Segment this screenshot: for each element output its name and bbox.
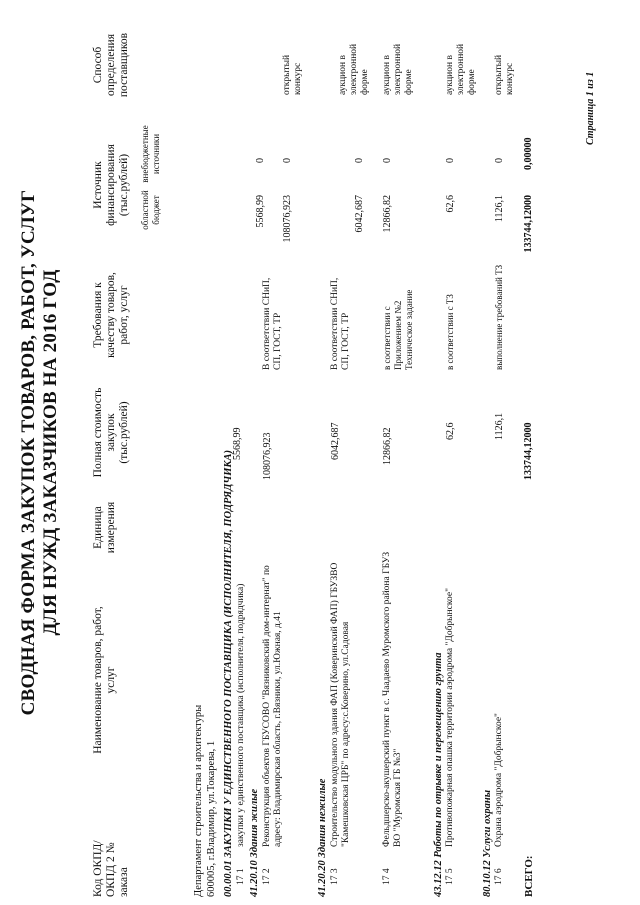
group-title: Здания нежилые [317, 778, 328, 858]
row-code: 17 5 [445, 868, 455, 885]
total-extra: 0,00000 [523, 137, 534, 170]
row-regional: 5568,99 [255, 195, 266, 228]
row-cost: 1126,1 [494, 412, 505, 440]
header-code: Код ОКПД/ ОКПД 2 № заказа [92, 840, 130, 897]
row-name: Реконструкция объектов ГБУСОВО "Вязниковский дом-интернат" по адресу: Владимирская область, г.Вязники, ул.Южная, д.41 [262, 565, 283, 847]
header-unit: Единица измерения [92, 501, 117, 554]
row-cost: 5568,99 [232, 427, 243, 460]
header-name: Наименование товаров, работ, услуг [92, 606, 117, 754]
page-footer: Страница 1 из 1 [585, 71, 596, 145]
document-title [18, 0, 62, 905]
row-cost: 108076,923 [262, 432, 273, 480]
section-title: ЗАКУПКИ У ЕДИНСТВЕННОГО ПОСТАВЩИКА (ИСПОЛНИТЕЛЯ, ПОДРЯДЧИКА) [223, 449, 234, 858]
row-name: Охрана аэродрома "Добрынское" [494, 713, 504, 847]
total-regional: 133744,12000 [523, 195, 534, 253]
section-heading [223, 427, 235, 897]
row-requirements: в соответствии с ТЗ [445, 294, 455, 370]
row-name: Строительство модульного здания ФАП (Коверинский ФАП) ГБУЗВО "Камешковская ЦРБ" по адресу:с.Коверино, ул.Садовая [330, 562, 351, 847]
header-funding-regional: областной бюджет [140, 190, 161, 230]
row-extra: 0 [445, 158, 456, 163]
row-requirements: В соответствии СНиП, СП, ГОСТ, ТР [330, 277, 351, 370]
row-code: 17 6 [494, 868, 504, 885]
row-code: 17 2 [262, 868, 272, 885]
group-heading [317, 779, 328, 897]
row-regional: 62,6 [445, 195, 456, 213]
header-funding-extra: внебюджетные источники [140, 125, 161, 183]
section-code: 00.00.01 [223, 860, 234, 897]
header-funding: Источник финансирования (тыс.рублей) [92, 144, 130, 226]
row-cost: 12866,82 [382, 427, 393, 465]
header-method: Способ определения поставщиков [92, 32, 130, 98]
row-cost: 6042,687 [330, 422, 341, 460]
row-name: Противопожарная опашка территории аэродрома "Добрынское" [445, 588, 455, 847]
row-code: 17 4 [382, 868, 392, 885]
total-label: ВСЕГО: [523, 855, 535, 897]
header-cost: Полная стоимость закупок (тыс.рублей) [92, 387, 130, 478]
row-requirements: В соответствии СНиП, СП, ГОСТ, ТР [262, 277, 283, 370]
header-requirements: Требования к качеству товаров, работ, услуг [92, 272, 130, 358]
row-regional: 12866,82 [382, 195, 393, 233]
row-extra: 0 [382, 158, 393, 163]
row-name: закупки у единственного поставщика (исполнителя, подрядчика) [236, 583, 246, 847]
row-extra: 0 [282, 158, 293, 163]
group-heading [482, 790, 493, 897]
group-title: Здания жилые [249, 788, 260, 858]
row-regional: 108076,923 [282, 195, 293, 243]
group-code: 43.12.12 [433, 860, 444, 897]
row-extra: 0 [354, 158, 365, 163]
row-extra: 0 [255, 158, 266, 163]
group-code: 80.10.12 [482, 860, 493, 897]
title-line-1: СВОДНАЯ ФОРМА ЗАКУПОК ТОВАРОВ, РАБОТ, УСЛУГ [18, 189, 39, 716]
row-regional: 6042,687 [354, 195, 365, 233]
row-requirements: в соответствии с Приложением №2 Техническое задание [382, 289, 414, 370]
row-requirements: выполнение требований ТЗ [494, 264, 504, 370]
row-name: Фельдшерско-акушерский пункт в с. Чаадаево Муромского района ГБУЗ ВО "Муромская ГБ №3" [382, 551, 403, 847]
row-method: открытый конкурс [282, 54, 303, 95]
row-method: аукцион в электронной форме [338, 43, 370, 95]
title-line-2: ДЛЯ НУЖД ЗАКАЗЧИКОВ НА 2016 ГОД [40, 269, 61, 636]
group-heading [433, 653, 444, 897]
customer-block [192, 705, 218, 897]
row-extra: 0 [494, 158, 505, 163]
group-title: Работы по отрывке и перемещению грунта [433, 652, 444, 858]
row-method: открытый конкурс [494, 54, 515, 95]
group-code: 41.20.20 [317, 860, 328, 897]
row-method: аукцион в электронной форме [445, 43, 477, 95]
group-heading [249, 789, 260, 897]
customer-address: 600005, г.Владимир, ул.Токарева, 1 [206, 740, 217, 897]
group-title: Услуги охраны [482, 789, 493, 858]
customer-name: Департамент строительства и архитектуры [193, 704, 204, 897]
row-code: 17 1 [236, 868, 246, 885]
row-method: аукцион в электронной форме [382, 43, 414, 95]
row-cost: 62,6 [445, 422, 456, 440]
row-regional: 1126,1 [494, 195, 505, 223]
row-code: 17 3 [330, 868, 340, 885]
total-cost: 133744,12000 [523, 422, 534, 480]
group-code: 41.20.10 [249, 860, 260, 897]
